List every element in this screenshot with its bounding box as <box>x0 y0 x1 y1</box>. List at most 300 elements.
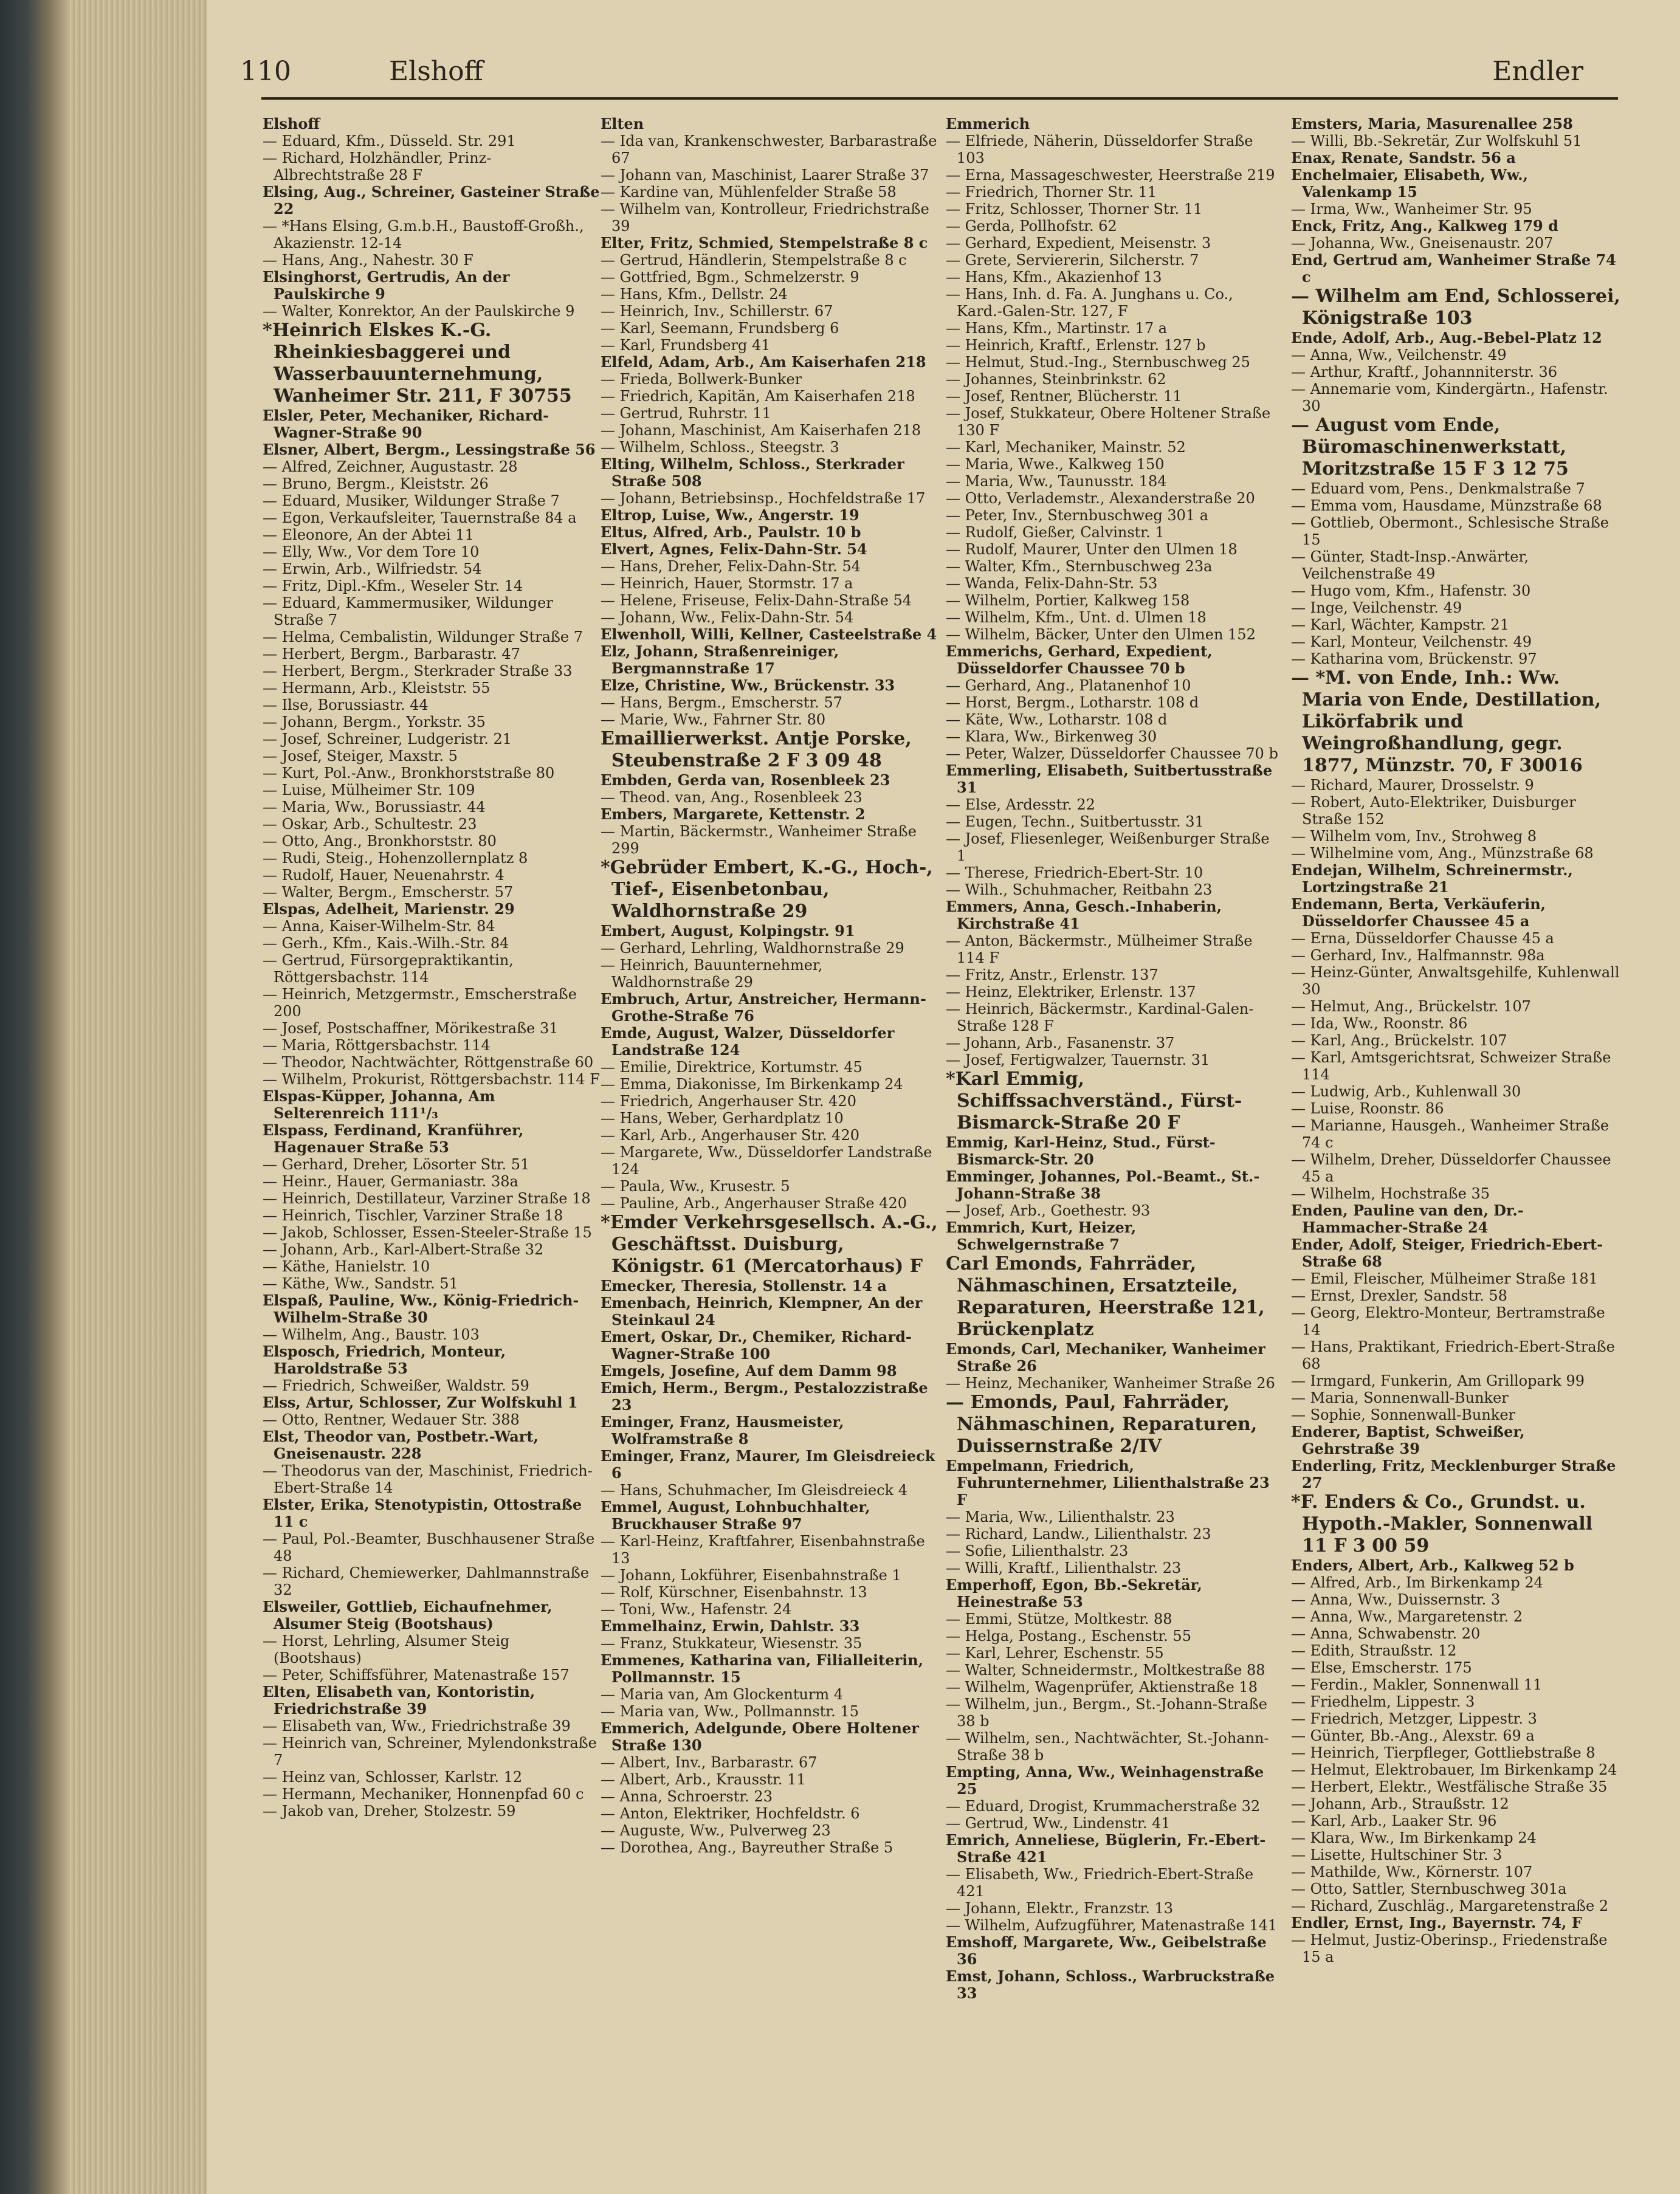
directory-entry: — Johanna, Ww., Gneisenaustr. 207 <box>1291 235 1554 252</box>
directory-entry: Emperhoff, Egon, Bb.-Sekretär, Heinestraße 53 <box>946 1576 1202 1611</box>
directory-entry: — Mathilde, Ww., Körnerstr. 107 <box>1291 1863 1533 1880</box>
directory-entry: Elze, Christine, Ww., Brückenstr. 33 <box>601 676 895 694</box>
directory-entry: Embden, Gerda van, Rosenbleek 23 <box>601 771 890 789</box>
directory-entry: — Anna, Kaiser-Wilhelm-Str. 84 <box>263 918 495 935</box>
directory-entry: — Wilhelm, Ang., Baustr. 103 <box>263 1326 480 1343</box>
directory-entry: — Elfriede, Näherin, Düsseldorfer Straße 103 <box>946 132 1253 167</box>
directory-entry: — Richard, Maurer, Drosselstr. 9 <box>1291 777 1534 794</box>
directory-entry: — Karl, Wächter, Kampstr. 21 <box>1291 616 1509 633</box>
directory-entry: — Anton, Bäckermstr., Mülheimer Straße 114 F <box>946 932 1253 966</box>
directory-entry: — Eduard, Drogist, Krummacherstraße 32 <box>946 1798 1261 1815</box>
directory-entry: — Gerh., Kfm., Kais.-Wilh.-Str. 84 <box>263 935 509 952</box>
directory-entry: — Klara, Ww., Birkenweg 30 <box>946 728 1157 745</box>
directory-entry: *Emder Verkehrsgesellsch. A.-G., Geschäftsst. Duisburg, Königstr. 61 (Mercatorhaus) F <box>601 1212 938 1277</box>
directory-entry: — Emmi, Stütze, Moltkestr. 88 <box>946 1611 1172 1628</box>
directory-entry: — Hans, Kfm., Dellstr. 24 <box>601 286 788 303</box>
page-number: 110 <box>240 56 291 87</box>
directory-entry: — Theod. van, Ang., Rosenbleek 23 <box>601 789 862 806</box>
directory-entry: — Eduard, Kammermusiker, Wildunger Straße 7 <box>263 594 553 628</box>
directory-entry: — Else, Emscherstr. 175 <box>1291 1659 1472 1676</box>
directory-entry: — Wilhelm, Schloss., Steegstr. 3 <box>601 439 839 456</box>
directory-entry: Ende, Adolf, Arb., Aug.-Bebel-Platz 12 <box>1291 329 1602 346</box>
directory-entry: — Hans, Bergm., Emscherstr. 57 <box>601 694 842 711</box>
directory-entry: Eminger, Franz, Maurer, Im Gleisdreieck 6 <box>601 1447 935 1482</box>
directory-entry: Carl Emonds, Fahrräder, Nähmaschinen, Ersatzteile, Reparaturen, Heerstraße 121, Brückenplatz <box>946 1253 1265 1340</box>
directory-entry: — Karl-Heinz, Kraftfahrer, Eisenbahnstraße 13 <box>601 1533 925 1567</box>
directory-entry: — Karl, Seemann, Frundsberg 6 <box>601 320 839 337</box>
directory-entry: — Marianne, Hausgeh., Wanheimer Straße 74 c <box>1291 1117 1609 1151</box>
book-binding <box>0 0 67 2194</box>
directory-entry: Emrich, Anneliese, Büglerin, Fr.-Ebert-Straße 421 <box>946 1831 1266 1866</box>
directory-entry: Emmerling, Elisabeth, Suitbertusstraße 31 <box>946 762 1273 796</box>
directory-entry: — Wilhelm, sen., Nachtwächter, St.-Johann-Straße 38 b <box>946 1730 1269 1764</box>
directory-entry: — Ferdin., Makler, Sonnenwall 11 <box>1291 1676 1543 1693</box>
directory-entry: — Hans, Kfm., Akazienhof 13 <box>946 269 1162 286</box>
directory-entry: — Gottlieb, Obermont., Schlesische Straße 15 <box>1291 514 1609 548</box>
directory-entry: — Anna, Ww., Veilchenstr. 49 <box>1291 346 1507 363</box>
directory-entry: — Emilie, Direktrice, Kortumstr. 45 <box>601 1059 862 1076</box>
directory-entry: Emmelhainz, Erwin, Dahlstr. 33 <box>601 1617 860 1635</box>
directory-entry: — Hans, Dreher, Felix-Dahn-Str. 54 <box>601 558 861 575</box>
directory-entry: — Anna, Schwabenstr. 20 <box>1291 1625 1481 1642</box>
directory-entry: Enden, Pauline van den, Dr.-Hammacher-Straße 24 <box>1291 1202 1524 1236</box>
directory-entry: — Karl, Frundsberg 41 <box>601 337 771 354</box>
directory-entry: Emsters, Maria, Masurenallee 258 <box>1291 115 1573 132</box>
directory-entry: — Maria, Ww., Taunusstr. 184 <box>946 473 1167 490</box>
directory-entry: Emonds, Carl, Mechaniker, Wanheimer Straße 26 <box>946 1340 1265 1375</box>
column-1 <box>263 115 600 2139</box>
directory-entry: — Hermann, Arb., Kleiststr. 55 <box>263 679 491 696</box>
directory-entry: — Irmgard, Funkerin, Am Grillopark 99 <box>1291 1372 1585 1389</box>
directory-entry: — Johann, Bergm., Yorkstr. 35 <box>263 714 486 731</box>
directory-entry: — August vom Ende, Büromaschinenwerkstatt, Moritzstraße 15 F 3 12 75 <box>1291 414 1569 480</box>
directory-entry: Enck, Fritz, Ang., Kalkweg 179 d <box>1291 217 1558 235</box>
directory-entry: — *Hans Elsing, G.m.b.H., Baustoff-Großh., Akazienstr. 12-14 <box>263 218 584 252</box>
directory-entry: — Karl, Arb., Laaker Str. 96 <box>1291 1812 1497 1829</box>
directory-entry: — Otto, Ang., Bronkhorststr. 80 <box>263 833 497 850</box>
directory-entry: Emde, August, Walzer, Düsseldorfer Landstraße 124 <box>601 1024 895 1059</box>
directory-entry: — Karl, Lehrer, Eschenstr. 55 <box>946 1645 1164 1662</box>
directory-entry: Emmers, Anna, Gesch.-Inhaberin, Kirchstraße 41 <box>946 898 1222 932</box>
directory-entry: — Paula, Ww., Krusestr. 5 <box>601 1178 790 1195</box>
directory-entry: — Heinz, Mechaniker, Wanheimer Straße 26 <box>946 1375 1275 1392</box>
directory-entry: Embert, August, Kolpingstr. 91 <box>601 922 855 940</box>
directory-entry: — Kardine van, Mühlenfelder Straße 58 <box>601 184 897 201</box>
directory-entry: Endejan, Wilhelm, Schreinermstr., Lortzingstraße 21 <box>1291 861 1573 896</box>
directory-entry: — Willi, Bb.-Sekretär, Zur Wolfskuhl 51 <box>1291 132 1582 150</box>
directory-entry: Emmerichs, Gerhard, Expedient, Düsseldorfer Chaussee 70 b <box>946 642 1213 677</box>
directory-entry: — Walter, Konrektor, An der Paulskirche 9 <box>263 303 575 320</box>
directory-entry: — Friedrich, Metzger, Lippestr. 3 <box>1291 1710 1537 1727</box>
directory-entry: — Ludwig, Arb., Kuhlenwall 30 <box>1291 1083 1521 1100</box>
directory-entry: Elspas-Küpper, Johanna, Am Selterenreich 111¹/₃ <box>263 1087 495 1122</box>
directory-entry: End, Gertrud am, Wanheimer Straße 74 c <box>1291 251 1616 286</box>
column-4 <box>1291 115 1622 2139</box>
directory-entry: — Bruno, Bergm., Kleiststr. 26 <box>263 475 489 492</box>
directory-entry: — Friedrich, Schweißer, Waldstr. 59 <box>263 1377 529 1394</box>
directory-entry: — Horst, Lehrling, Alsumer Steig (Bootshaus) <box>263 1632 510 1666</box>
directory-entry: — Frieda, Bollwerk-Bunker <box>601 371 802 388</box>
directory-entry: — Gertrud, Ruhrstr. 11 <box>601 405 771 422</box>
directory-entry: Eminger, Franz, Hausmeister, Wolframstraße 8 <box>601 1413 844 1448</box>
directory-entry: — Johann, Maschinist, Am Kaiserhafen 218 <box>601 422 921 439</box>
directory-entry: Elsner, Albert, Bergm., Lessingstraße 56 <box>263 441 596 458</box>
directory-entry: Emmerich <box>946 115 1030 132</box>
directory-entry: — Johann, Arb., Fasanenstr. 37 <box>946 1034 1175 1051</box>
directory-entry: — Maria, Wwe., Kalkweg 150 <box>946 456 1165 473</box>
directory-entry: — Johann, Ww., Felix-Dahn-Str. 54 <box>601 609 854 626</box>
header-first-entry: Elshoff <box>389 56 483 87</box>
directory-entry: — Herbert, Bergm., Sterkrader Straße 33 <box>263 662 573 679</box>
directory-entry: — Jakob, Schlosser, Essen-Steeler-Straße 15 <box>263 1224 592 1241</box>
directory-entry: Emminger, Johannes, Pol.-Beamt., St.-Johann-Straße 38 <box>946 1167 1260 1202</box>
directory-entry: — Oskar, Arb., Schultestr. 23 <box>263 816 477 833</box>
directory-entry: Enchelmaier, Elisabeth, Ww., Valenkamp 15 <box>1291 166 1528 201</box>
directory-entry: — Heinrich, Metzgermstr., Emscherstraße 200 <box>263 986 577 1020</box>
directory-entry: — Emma, Diakonisse, Im Birkenkamp 24 <box>601 1076 903 1093</box>
directory-entry: Emmerich, Adelgunde, Obere Holtener Straße 130 <box>601 1719 919 1754</box>
directory-entry: — Franz, Stukkateur, Wiesenstr. 35 <box>601 1635 862 1652</box>
directory-entry: — Peter, Walzer, Düsseldorfer Chaussee 70 b <box>946 745 1278 762</box>
directory-entry: *Heinrich Elskes K.-G. Rheinkiesbaggerei und Wasserbauunternehmung, Wanheimer Str. 211, F 30755 <box>263 320 572 407</box>
directory-entry: — Karl, Amtsgerichtsrat, Schweizer Straße 114 <box>1291 1049 1611 1083</box>
directory-entry: Elwenholl, Willi, Kellner, Casteelstraße 4 <box>601 625 937 643</box>
directory-entry: — Albert, Arb., Krausstr. 11 <box>601 1771 806 1788</box>
directory-entry: — Anton, Elektriker, Hochfeldstr. 6 <box>601 1805 860 1822</box>
directory-entry: Enderer, Baptist, Schweißer, Gehrstraße 39 <box>1291 1423 1525 1457</box>
directory-entry: Elspaß, Pauline, Ww., König-Friedrich-Wilhelm-Straße 30 <box>263 1291 579 1326</box>
directory-entry: — Emonds, Paul, Fahrräder, Nähmaschinen, Reparaturen, Duissernstraße 2/IV <box>946 1392 1258 1457</box>
directory-entry: — Annemarie vom, Kindergärtn., Hafenstr. 30 <box>1291 380 1608 414</box>
directory-entry: Elvert, Agnes, Felix-Dahn-Str. 54 <box>601 540 867 558</box>
directory-entry: — Rudolf, Gießer, Calvinstr. 1 <box>946 524 1165 541</box>
directory-entry: — Maria van, Am Glockenturm 4 <box>601 1686 844 1703</box>
directory-entry: — Grete, Serviererin, Silcherstr. 7 <box>946 252 1199 269</box>
directory-entry: — Theodor, Nachtwächter, Röttgenstraße 60 <box>263 1054 594 1071</box>
directory-entry: — Helmut, Justiz-Oberinsp., Friedenstraße 15 a <box>1291 1931 1608 1965</box>
directory-entry: Elsinghorst, Gertrudis, An der Paulskirche 9 <box>263 268 510 303</box>
directory-entry: — Hans, Inh. d. Fa. A. Junghans u. Co., Kard.-Galen-Str. 127, F <box>946 286 1233 320</box>
directory-entry: Emmrich, Kurt, Heizer, Schwelgernstraße 7 <box>946 1219 1137 1253</box>
directory-entry: — Willi, Kraftf., Lilienthalstr. 23 <box>946 1560 1182 1577</box>
directory-entry: — Wilhelm, jun., Bergm., St.-Johann-Straße 38 b <box>946 1696 1267 1730</box>
directory-entry: — Käthe, Hanielstr. 10 <box>263 1258 430 1275</box>
directory-entry: — Friedrich, Angerhauser Str. 420 <box>601 1093 856 1110</box>
directory-entry: — Edith, Straußstr. 12 <box>1291 1642 1457 1659</box>
directory-entry: — Friedhelm, Lippestr. 3 <box>1291 1693 1475 1710</box>
directory-entry: — Emma vom, Hausdame, Münzstraße 68 <box>1291 497 1602 514</box>
directory-entry: — Katharina vom, Brückenstr. 97 <box>1291 650 1537 667</box>
directory-entry: — Heinz-Günter, Anwaltsgehilfe, Kuhlenwall 30 <box>1291 964 1620 998</box>
directory-entry: — Irma, Ww., Wanheimer Str. 95 <box>1291 201 1532 218</box>
directory-entry: — Helmut, Elektrobauer, Im Birkenkamp 24 <box>1291 1761 1617 1778</box>
directory-entry: Elss, Artur, Schlosser, Zur Wolfskuhl 1 <box>263 1394 578 1411</box>
directory-entry: Emgels, Josefine, Auf dem Damm 98 <box>601 1362 897 1380</box>
directory-entry: — Maria van, Ww., Pollmannstr. 15 <box>601 1703 859 1720</box>
directory-entry: — Georg, Elektro-Monteur, Bertramstraße 14 <box>1291 1304 1605 1338</box>
directory-entry: Elz, Johann, Straßenreiniger, Bergmannstraße 17 <box>601 642 839 677</box>
directory-entry: — Herbert, Bergm., Barbarastr. 47 <box>263 645 520 662</box>
directory-entry: — Josef, Postschaffner, Mörikestraße 31 <box>263 1020 559 1037</box>
directory-entry: — Karl, Mechaniker, Mainstr. 52 <box>946 439 1186 456</box>
directory-entry: — Eleonore, An der Abtei 11 <box>263 526 474 543</box>
directory-entry: — Toni, Ww., Hafenstr. 24 <box>601 1601 792 1618</box>
directory-entry: — Gerda, Pollhofstr. 62 <box>946 218 1117 235</box>
directory-entry: — Peter, Schiffsführer, Matenastraße 157 <box>263 1666 570 1683</box>
directory-entry: — Richard, Holzhändler, Prinz-Albrechtstraße 28 F <box>263 150 492 184</box>
directory-entry: — Hans, Kfm., Martinstr. 17 a <box>946 320 1168 337</box>
directory-entry: — Anna, Ww., Margaretenstr. 2 <box>1291 1608 1523 1625</box>
directory-entry: — Marie, Ww., Fahrner Str. 80 <box>601 711 826 728</box>
directory-entry: — Walter, Schneidermstr., Moltkestraße 88 <box>946 1662 1265 1679</box>
directory-entry: — Josef, Schreiner, Ludgeristr. 21 <box>263 731 512 748</box>
directory-entry: Emshoff, Margarete, Ww., Geibelstraße 36 <box>946 1933 1267 1968</box>
directory-entry: — Herbert, Elektr., Westfälische Straße 35 <box>1291 1778 1608 1795</box>
directory-entry: *Gebrüder Embert, K.-G., Hoch-, Tief-, Eisenbetonbau, Waldhornstraße 29 <box>601 857 933 922</box>
directory-entry: — Johann, Betriebsinsp., Hochfeldstraße 17 <box>601 490 926 507</box>
directory-entry: — Heinz, Elektriker, Erlenstr. 137 <box>946 983 1196 1000</box>
directory-entry: — Wilhelm vom, Inv., Strohweg 8 <box>1291 828 1537 845</box>
directory-entry: — Dorothea, Ang., Bayreuther Straße 5 <box>601 1839 893 1856</box>
directory-entry: Elsweiler, Gottlieb, Eichaufnehmer, Alsumer Steig (Bootshaus) <box>263 1598 553 1632</box>
directory-entry: — Gerhard, Inv., Halfmannstr. 98a <box>1291 947 1545 964</box>
directory-entry: — Friedrich, Thorner Str. 11 <box>946 184 1157 201</box>
directory-entry: Endler, Ernst, Ing., Bayernstr. 74, F <box>1291 1914 1582 1931</box>
directory-entry: — Arthur, Kraftf., Johannniterstr. 36 <box>1291 363 1558 380</box>
directory-entry: — Eduard, Kfm., Düsseld. Str. 291 <box>263 132 516 150</box>
directory-entry: — Sofie, Lilienthalstr. 23 <box>946 1542 1129 1560</box>
page-edges <box>67 0 207 2194</box>
directory-entry: — Wilhelm am End, Schlosserei, Königstraße 103 <box>1291 286 1620 329</box>
directory-entry: — Otto, Verlademstr., Alexanderstraße 20 <box>946 490 1255 507</box>
directory-entry: — Johann, Elektr., Franzstr. 13 <box>946 1900 1174 1917</box>
directory-entry: — Johann van, Maschinist, Laarer Straße 37 <box>601 167 929 184</box>
directory-entry: — Erna, Massageschwester, Heerstraße 219 <box>946 167 1275 184</box>
directory-entry: Elspas, Adelheit, Marienstr. 29 <box>263 900 515 918</box>
directory-entry: — Erwin, Arb., Wilfriedstr. 54 <box>263 560 482 577</box>
directory-entry: — Karl, Arb., Angerhauser Str. 420 <box>601 1127 859 1144</box>
directory-entry: — Anna, Ww., Duissernstr. 3 <box>1291 1591 1501 1608</box>
directory-entry: — Fritz, Dipl.-Kfm., Weseler Str. 14 <box>263 577 523 594</box>
directory-entry: — Hans, Ang., Nahestr. 30 F <box>263 252 473 269</box>
directory-entry: — Therese, Friedrich-Ebert-Str. 10 <box>946 864 1203 881</box>
directory-entry: — Wilhelm, Wagenprüfer, Aktienstraße 18 <box>946 1679 1258 1696</box>
directory-entry: — Rudi, Steig., Hohenzollernplatz 8 <box>263 850 528 867</box>
directory-entry: — Günter, Stadt-Insp.-Anwärter, Veilchenstraße 49 <box>1291 548 1529 582</box>
directory-entry: Empting, Anna, Ww., Weinhagenstraße 25 <box>946 1763 1264 1798</box>
directory-entry: Empelmann, Friedrich, Fuhrunternehmer, Lilienthalstraße 23 F <box>946 1457 1270 1508</box>
directory-entry: — Luise, Mülheimer Str. 109 <box>263 782 475 799</box>
directory-entry: — Josef, Arb., Goethestr. 93 <box>946 1202 1151 1219</box>
directory-entry: Enax, Renate, Sandstr. 56 a <box>1291 149 1516 167</box>
directory-entry: — Maria, Sonnenwall-Bunker <box>1291 1389 1509 1406</box>
directory-entry: — Walter, Bergm., Emscherstr. 57 <box>263 884 514 901</box>
directory-entry: Embruch, Artur, Anstreicher, Hermann-Grothe-Straße 76 <box>601 990 926 1025</box>
running-header <box>240 56 1620 98</box>
directory-entry: — Karl, Ang., Brückelstr. 107 <box>1291 1032 1507 1049</box>
directory-entry: — Egon, Verkaufsleiter, Tauernstraße 84 a <box>263 509 577 526</box>
directory-entry: — Heinrich, Destillateur, Varziner Straße 18 <box>263 1190 591 1207</box>
directory-entry: — Josef, Rentner, Blücherstr. 11 <box>946 388 1182 405</box>
directory-entry: — Eugen, Techn., Suitbertusstr. 31 <box>946 813 1204 830</box>
directory-entry: Emaillierwerkst. Antje Porske, Steubenstraße 2 F 3 09 48 <box>601 728 912 771</box>
directory-entry: — Josef, Fliesenleger, Weißenburger Straße 1 <box>946 830 1270 864</box>
directory-entry: Elsing, Aug., Schreiner, Gasteiner Straße 22 <box>263 183 600 218</box>
directory-entry: Elster, Erika, Stenotypistin, Ottostraße 11 c <box>263 1496 582 1530</box>
directory-entry: — Robert, Auto-Elektriker, Duisburger Straße 152 <box>1291 794 1576 828</box>
directory-entry: — Gertrud, Ww., Lindenstr. 41 <box>946 1815 1171 1832</box>
directory-entry: — Helmut, Ang., Brückelstr. 107 <box>1291 998 1531 1015</box>
directory-entry: — Heinrich van, Schreiner, Mylendonkstraße 7 <box>263 1735 597 1769</box>
directory-entry: — Auguste, Ww., Pulverweg 23 <box>601 1822 831 1839</box>
directory-entry: — Heinz van, Schlosser, Karlstr. 12 <box>263 1769 523 1786</box>
directory-entry: — Heinrich, Inv., Schillerstr. 67 <box>601 303 833 320</box>
directory-entry: — Hans, Weber, Gerhardplatz 10 <box>601 1110 844 1127</box>
directory-entry: — Helene, Friseuse, Felix-Dahn-Straße 54 <box>601 592 912 609</box>
directory-entry: — Erna, Düsseldorfer Chausse 45 a <box>1291 930 1554 947</box>
directory-entry: Elsler, Peter, Mechaniker, Richard-Wagner-Straße 90 <box>263 407 549 441</box>
directory-entry: — Heinrich, Tischler, Varziner Straße 18 <box>263 1207 563 1224</box>
directory-entry: — Hermann, Mechaniker, Honnenpfad 60 c <box>263 1786 584 1803</box>
directory-entry: Elst, Theodor van, Postbetr.-Wart, Gneisenaustr. 228 <box>263 1428 539 1462</box>
header-last-entry: Endler <box>1492 56 1583 87</box>
directory-entry: — Maria, Röttgersbachstr. 114 <box>263 1037 491 1054</box>
directory-entry: — Gertrud, Fürsorgepraktikantin, Röttgersbachstr. 114 <box>263 952 514 986</box>
directory-entry: Emmenes, Katharina van, Filialleiterin, Pollmannstr. 15 <box>601 1651 924 1686</box>
directory-entry: — Hans, Praktikant, Friedrich-Ebert-Straße 68 <box>1291 1338 1615 1372</box>
directory-entry: — Pauline, Arb., Angerhauser Straße 420 <box>601 1195 907 1212</box>
directory-entry: — Albert, Inv., Barbarastr. 67 <box>601 1754 818 1771</box>
column-2 <box>601 115 938 2139</box>
directory-entry: — Helga, Postang., Eschenstr. 55 <box>946 1628 1191 1645</box>
directory-entry: — Heinrich, Bauunternehmer, Waldhornstraße 29 <box>601 957 823 991</box>
directory-entry: Emich, Herm., Bergm., Pestalozzistraße 23 <box>601 1379 928 1414</box>
directory-entry: — Friedrich, Kapitän, Am Kaiserhafen 218 <box>601 388 915 405</box>
directory-entry: Elspass, Ferdinand, Kranführer, Hagenauer Straße 53 <box>263 1121 524 1156</box>
directory-entry: — Wilhelm, Hochstraße 35 <box>1291 1185 1490 1202</box>
directory-entry: Enderling, Fritz, Mecklenburger Straße 27 <box>1291 1457 1616 1491</box>
directory-entry: — Otto, Rentner, Wedauer Str. 388 <box>263 1411 520 1428</box>
directory-entry: — Wilhelm, Kfm., Unt. d. Ulmen 18 <box>946 609 1207 626</box>
directory-entry: Emenbach, Heinrich, Klempner, An der Steinkaul 24 <box>601 1294 923 1329</box>
directory-entry: — Fritz, Schlosser, Thorner Str. 11 <box>946 201 1203 218</box>
directory-entry: Elshoff <box>263 115 320 132</box>
directory-entry: — *M. von Ende, Inh.: Ww. Maria von Ende, Destillation, Likörfabrik und Weingroßhandlung, gegr. 1877, Münzstr. 70, F 30016 <box>1291 667 1602 776</box>
directory-entry: — Elisabeth van, Ww., Friedrichstraße 39 <box>263 1718 571 1735</box>
directory-entry: — Johann, Lokführer, Eisenbahnstraße 1 <box>601 1567 901 1584</box>
directory-entry: — Gertrud, Händlerin, Stempelstraße 8 c <box>601 252 907 269</box>
directory-entry: — Eduard, Musiker, Wildunger Straße 7 <box>263 492 560 509</box>
directory-entry: — Alfred, Zeichner, Augustastr. 28 <box>263 458 518 475</box>
directory-entry: — Wilhelm, Dreher, Düsseldorfer Chaussee 45 a <box>1291 1151 1611 1185</box>
directory-entry: — Otto, Sattler, Sternbuschweg 301a <box>1291 1880 1567 1897</box>
directory-entry: — Richard, Zuschläg., Margaretenstraße 2 <box>1291 1897 1609 1914</box>
directory-entry: — Theodorus van der, Maschinist, Friedrich-Ebert-Straße 14 <box>263 1462 593 1496</box>
directory-entry: — Josef, Steiger, Maxstr. 5 <box>263 748 458 765</box>
directory-entry: — Heinrich, Tierpfleger, Gottliebstraße 8 <box>1291 1744 1596 1761</box>
directory-entry: — Wilhelm, Aufzugführer, Matenastraße 141 <box>946 1917 1278 1934</box>
directory-entry: Eltus, Alfred, Arb., Paulstr. 10 b <box>601 523 861 541</box>
directory-entry: Emst, Johann, Schloss., Warbruckstraße 33 <box>946 1967 1275 2002</box>
directory-entry: Elsposch, Friedrich, Monteur, Haroldstraße 53 <box>263 1343 506 1377</box>
directory-entry: — Gerhard, Lehrling, Waldhornstraße 29 <box>601 940 904 957</box>
directory-entry: — Anna, Schroerstr. 23 <box>601 1788 773 1805</box>
directory-entry: Eltrop, Luise, Ww., Angerstr. 19 <box>601 506 859 524</box>
directory-entry: — Wanda, Felix-Dahn-Str. 53 <box>946 575 1158 592</box>
directory-entry: Elten <box>601 115 644 132</box>
directory-entry: — Käte, Ww., Lotharstr. 108 d <box>946 711 1168 728</box>
directory-entry: — Günter, Bb.-Ang., Alexstr. 69 a <box>1291 1727 1535 1744</box>
directory-entry: — Ida, Ww., Roonstr. 86 <box>1291 1015 1468 1032</box>
directory-entry: *Karl Emmig, Schiffssachverständ., Fürst-Bismarck-Straße 20 F <box>946 1068 1242 1133</box>
directory-entry: — Margarete, Ww., Düsseldorfer Landstraße 124 <box>601 1144 932 1178</box>
directory-entry: — Wilhelm, Portier, Kalkweg 158 <box>946 592 1190 609</box>
directory-entry: — Heinr., Hauer, Germaniastr. 38a <box>263 1173 518 1190</box>
directory-entry: — Josef, Fertigwalzer, Tauernstr. 31 <box>946 1051 1210 1068</box>
directory-entry: — Wilh., Schuhmacher, Reitbahn 23 <box>946 881 1213 898</box>
directory-entry: — Heinrich, Kraftf., Erlenstr. 127 b <box>946 337 1206 354</box>
directory-entry: — Johannes, Steinbrinkstr. 62 <box>946 371 1166 388</box>
directory-entry: — Käthe, Ww., Sandstr. 51 <box>263 1275 458 1292</box>
directory-entry: — Horst, Bergm., Lotharstr. 108 d <box>946 694 1199 711</box>
directory-entry: Emmig, Karl-Heinz, Stud., Fürst-Bismarck-Str. 20 <box>946 1133 1216 1168</box>
directory-entry: — Wilhelm van, Kontrolleur, Friedrichstraße 39 <box>601 201 929 235</box>
directory-entry: — Emil, Fleischer, Mülheimer Straße 181 <box>1291 1270 1598 1287</box>
directory-entry: — Gerhard, Expedient, Meisenstr. 3 <box>946 235 1211 252</box>
directory-entry: Elter, Fritz, Schmied, Stempelstraße 8 c <box>601 234 928 252</box>
directory-entry: — Sophie, Sonnenwall-Bunker <box>1291 1406 1516 1423</box>
directory-entry: Elfeld, Adam, Arb., Am Kaiserhafen 218 <box>601 353 926 371</box>
directory-entry: — Gottfried, Bgm., Schmelzerstr. 9 <box>601 269 859 286</box>
column-3 <box>946 115 1283 2139</box>
directory-entry: — Kurt, Pol.-Anw., Bronkhorststraße 80 <box>263 765 555 782</box>
directory-entry: — Rudolf, Maurer, Unter den Ulmen 18 <box>946 541 1238 558</box>
directory-entry: Emmel, August, Lohnbuchhalter, Bruckhauser Straße 97 <box>601 1498 870 1533</box>
directory-entry: Enders, Albert, Arb., Kalkweg 52 b <box>1291 1556 1574 1574</box>
directory-entry: — Gerhard, Dreher, Lösorter Str. 51 <box>263 1156 530 1173</box>
directory-entry: — Rolf, Kürschner, Eisenbahnstr. 13 <box>601 1584 867 1601</box>
directory-entry: Ender, Adolf, Steiger, Friedrich-Ebert-Straße 68 <box>1291 1236 1603 1270</box>
directory-entry: — Maria, Ww., Lilienthalstr. 23 <box>946 1508 1175 1525</box>
directory-entry: Endemann, Berta, Verkäuferin, Düsseldorfer Chaussee 45 a <box>1291 895 1546 930</box>
directory-entry: — Peter, Inv., Sternbuschweg 301 a <box>946 507 1209 524</box>
directory-entry: — Karl, Monteur, Veilchenstr. 49 <box>1291 633 1532 650</box>
directory-entry: — Martin, Bäckermstr., Wanheimer Straße 299 <box>601 823 917 857</box>
directory-entry: — Helmut, Stud.-Ing., Sternbuschweg 25 <box>946 354 1250 371</box>
directory-entry: Elting, Wilhelm, Schloss., Sterkrader Straße 508 <box>601 455 904 490</box>
directory-entry: Emert, Oskar, Dr., Chemiker, Richard-Wagner-Straße 100 <box>601 1328 912 1363</box>
directory-entry: — Wilhelm, Prokurist, Röttgersbachstr. 114 F <box>263 1071 600 1088</box>
directory-entry: Elten, Elisabeth van, Kontoristin, Friedrichstraße 39 <box>263 1683 535 1718</box>
directory-entry: — Johann, Arb., Straußstr. 12 <box>1291 1795 1509 1812</box>
header-rule <box>261 97 1618 100</box>
directory-entry: — Klara, Ww., Im Birkenkamp 24 <box>1291 1829 1537 1846</box>
directory-entry: — Paul, Pol.-Beamter, Buschhausener Straße 48 <box>263 1530 595 1564</box>
directory-entry: — Elly, Ww., Vor dem Tore 10 <box>263 543 480 560</box>
directory-entry: — Gerhard, Ang., Platanenhof 10 <box>946 677 1191 694</box>
directory-entry: Emecker, Theresia, Stollenstr. 14 a <box>601 1277 887 1295</box>
directory-entry: — Wilhelm, Bäcker, Unter den Ulmen 152 <box>946 626 1256 643</box>
directory-entry: — Else, Ardesstr. 22 <box>946 796 1095 813</box>
directory-entry: — Maria, Ww., Borussiastr. 44 <box>263 799 486 816</box>
directory-entry: — Ida van, Krankenschwester, Barbarastraße 67 <box>601 132 937 167</box>
directory-entry: — Elisabeth, Ww., Friedrich-Ebert-Straße 421 <box>946 1866 1254 1900</box>
directory-entry: — Jakob van, Dreher, Stolzestr. 59 <box>263 1803 516 1820</box>
directory-entry: — Heinrich, Bäckermstr., Kardinal-Galen-Straße 128 F <box>946 1000 1254 1034</box>
directory-entry: — Helma, Cembalistin, Wildunger Straße 7 <box>263 628 584 645</box>
directory-entry: — Lisette, Hultschiner Str. 3 <box>1291 1846 1503 1863</box>
directory-entry: — Hans, Schuhmacher, Im Gleisdreieck 4 <box>601 1482 908 1499</box>
